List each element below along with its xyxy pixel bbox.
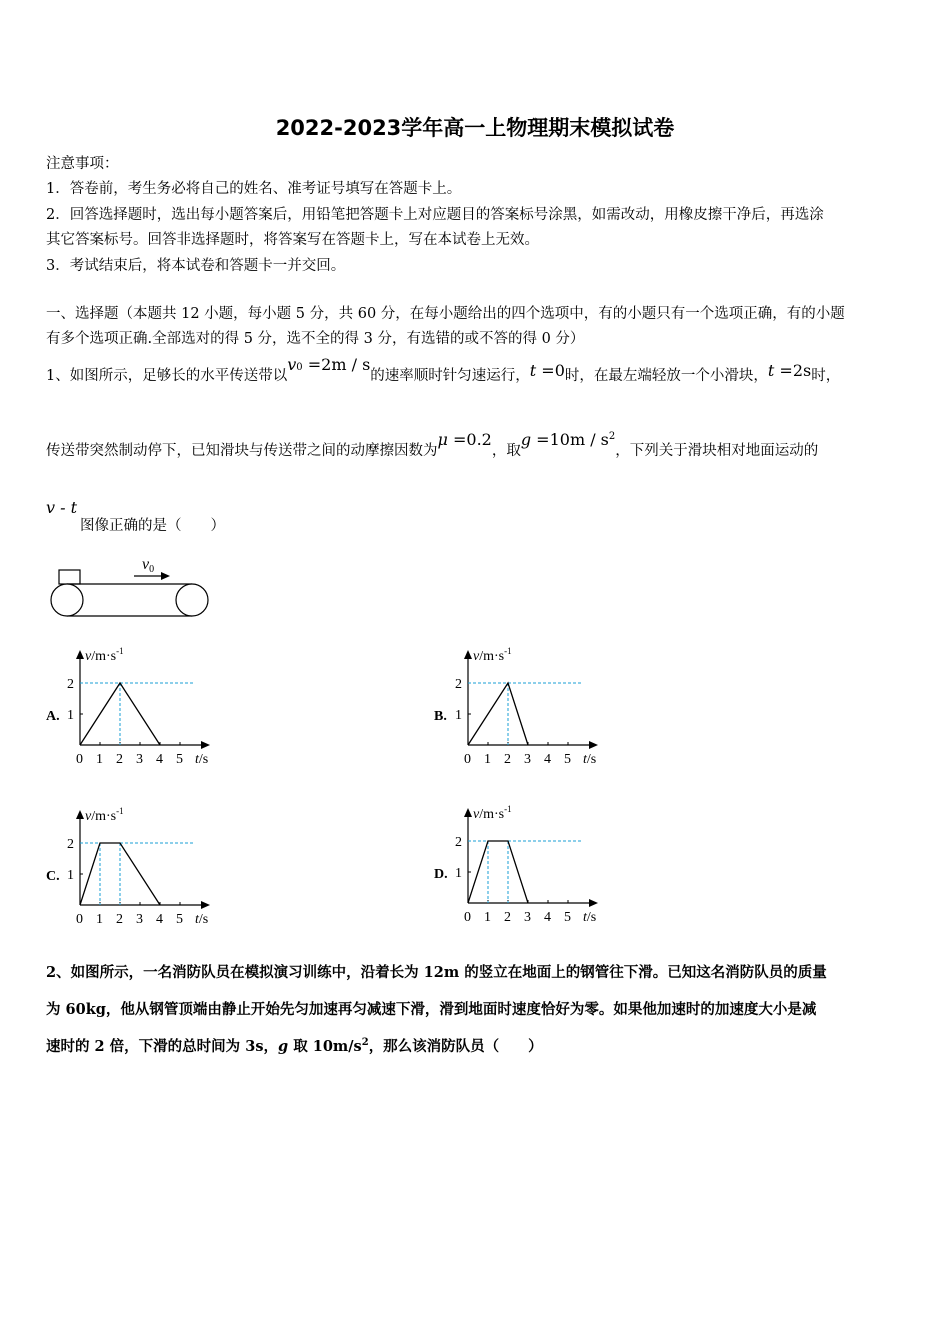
velocity-time-line bbox=[468, 841, 528, 903]
q1-formula-t0: t =0 bbox=[529, 361, 565, 380]
x-axis-label: t/s bbox=[583, 910, 597, 925]
x-axis-arrow-icon bbox=[589, 741, 598, 749]
graph-option-c bbox=[46, 800, 226, 939]
y-tick-label: 2 bbox=[67, 677, 74, 692]
x-tick-label: 2 bbox=[116, 752, 123, 767]
notice-heading: 注意事项： bbox=[46, 156, 119, 172]
q1-text-3: 时，在最左端轻放一个小滑块， bbox=[564, 368, 768, 384]
q1-formula-vt: v - t bbox=[46, 498, 78, 517]
x-tick-label: 0 bbox=[464, 910, 471, 925]
q1-formula-v0: v0 =2m / s bbox=[287, 355, 371, 374]
left-pulley bbox=[51, 584, 83, 616]
x-axis-label: t/s bbox=[195, 752, 209, 767]
q1-text-5: 传送带突然制动停下，已知滑块与传送带之间的动摩擦因数为 bbox=[46, 443, 438, 459]
slider-block bbox=[59, 570, 80, 584]
x-tick-label: 0 bbox=[464, 752, 471, 767]
x-tick-label: 3 bbox=[524, 752, 531, 767]
x-axis-arrow-icon bbox=[589, 899, 598, 907]
x-tick-label: 3 bbox=[136, 752, 143, 767]
x-tick-label: 4 bbox=[544, 910, 551, 925]
y-axis-arrow-icon bbox=[76, 810, 84, 819]
notice-item-2a: 2．回答选择题时，选出每小题答案后，用铅笔把答题卡上对应题目的答案标号涂黑，如需改动，用橡皮擦干净后，再选涂 bbox=[46, 207, 824, 223]
y-axis-label: $v/m\cdot s^{-1}$ bbox=[85, 646, 124, 664]
x-tick-label: 2 bbox=[116, 912, 123, 927]
y-axis-arrow-icon bbox=[464, 808, 472, 817]
q1-text-2: 的速率顺时针匀速运行， bbox=[370, 368, 530, 384]
belt-velocity-label: v0 bbox=[142, 556, 155, 575]
conveyor-belt-diagram bbox=[46, 552, 216, 624]
x-axis-arrow-icon bbox=[201, 741, 210, 749]
q2-line-1: 2、如图所示，一名消防队员在模拟演习训练中，沿着长为 12m 的竖立在地面上的钢管往下滑。已知这名消防队员的质量 bbox=[46, 964, 827, 981]
x-tick-label: 5 bbox=[564, 752, 571, 767]
section-1-intro-line-1: 一、选择题（本题共 12 小题，每小题 5 分，共 60 分，在每小题给出的四个选项中，有的小题只有一个选项正确，有的小题 bbox=[46, 306, 845, 322]
q1-text-6: ，取 bbox=[491, 443, 521, 459]
graph-option-a bbox=[46, 640, 226, 779]
y-tick-label: 1 bbox=[67, 708, 74, 723]
y-tick-label: 1 bbox=[455, 866, 462, 881]
y-axis-label: $v/m\cdot s^{-1}$ bbox=[85, 806, 124, 824]
x-tick-label: 4 bbox=[544, 752, 551, 767]
option-label: A. bbox=[46, 709, 60, 724]
x-tick-label: 3 bbox=[524, 910, 531, 925]
y-tick-label: 1 bbox=[67, 868, 74, 883]
option-label: B. bbox=[434, 709, 447, 724]
y-tick-label: 2 bbox=[455, 677, 462, 692]
y-tick-label: 1 bbox=[455, 708, 462, 723]
y-axis-label: $v/m\cdot s^{-1}$ bbox=[473, 804, 512, 822]
x-tick-label: 0 bbox=[76, 752, 83, 767]
q2-line-3: 速时的 2 倍，下滑的总时间为 3s，g 取 $10m/s^2$，那么该消防队员（ ） bbox=[46, 1037, 543, 1055]
y-axis-label: $v/m\cdot s^{-1}$ bbox=[473, 646, 512, 664]
x-axis-arrow-icon bbox=[201, 901, 210, 909]
y-tick-label: 2 bbox=[455, 835, 462, 850]
q1-formula-t2: t =2s bbox=[767, 361, 812, 380]
q2-line-2: 为 60kg，他从钢管顶端由静止开始先匀加速再匀减速下滑，滑到地面时速度恰好为零。如果他加速时的加速度大小是减 bbox=[46, 1001, 817, 1018]
x-tick-label: 1 bbox=[96, 752, 103, 767]
notice-item-1: 1．答卷前，考生务必将自己的姓名、准考证号填写在答题卡上。 bbox=[46, 181, 462, 197]
q1-text-4: 时， bbox=[811, 368, 841, 384]
q1-line-1 bbox=[46, 355, 841, 385]
x-tick-label: 0 bbox=[76, 912, 83, 927]
q1-text-1: 1、如图所示，足够长的水平传送带以 bbox=[46, 368, 288, 384]
y-tick-label: 2 bbox=[67, 837, 74, 852]
x-tick-label: 1 bbox=[96, 912, 103, 927]
option-label: C. bbox=[46, 869, 60, 884]
arrow-head-icon bbox=[161, 572, 170, 580]
section-1-intro-line-2: 有多个选项正确.全部选对的得 5 分，选不全的得 3 分，有选错的或不答的得 0 分） bbox=[46, 331, 585, 347]
q1-text-7: ，下列关于滑块相对地面运动的 bbox=[615, 443, 819, 459]
y-axis-arrow-icon bbox=[464, 650, 472, 659]
q1-text-8: 图像正确的是（ ） bbox=[80, 518, 225, 534]
x-axis-label: t/s bbox=[583, 752, 597, 767]
x-tick-label: 1 bbox=[484, 752, 491, 767]
option-label: D. bbox=[434, 867, 448, 882]
graph-option-b bbox=[434, 640, 614, 779]
y-axis-arrow-icon bbox=[76, 650, 84, 659]
q1-formula-g: $g =10m / s^2$ bbox=[520, 430, 616, 449]
graph-option-d bbox=[434, 798, 614, 937]
x-tick-label: 4 bbox=[156, 912, 163, 927]
x-tick-label: 2 bbox=[504, 910, 511, 925]
velocity-time-line bbox=[468, 683, 528, 745]
x-axis-label: t/s bbox=[195, 912, 209, 927]
x-tick-label: 4 bbox=[156, 752, 163, 767]
q1-line-2 bbox=[46, 430, 819, 460]
x-tick-label: 3 bbox=[136, 912, 143, 927]
x-tick-label: 1 bbox=[484, 910, 491, 925]
q1-formula-mu: μ =0.2 bbox=[437, 430, 492, 449]
x-tick-label: 5 bbox=[176, 912, 183, 927]
x-tick-label: 5 bbox=[564, 910, 571, 925]
right-pulley bbox=[176, 584, 208, 616]
page-title: 2022-2023学年高一上物理期末模拟试卷 bbox=[275, 116, 675, 140]
notice-item-2b: 其它答案标号。回答非选择题时，将答案写在答题卡上，写在本试卷上无效。 bbox=[46, 232, 539, 248]
x-tick-label: 2 bbox=[504, 752, 511, 767]
x-tick-label: 5 bbox=[176, 752, 183, 767]
notice-item-3: 3．考试结束后，将本试卷和答题卡一并交回。 bbox=[46, 258, 346, 274]
